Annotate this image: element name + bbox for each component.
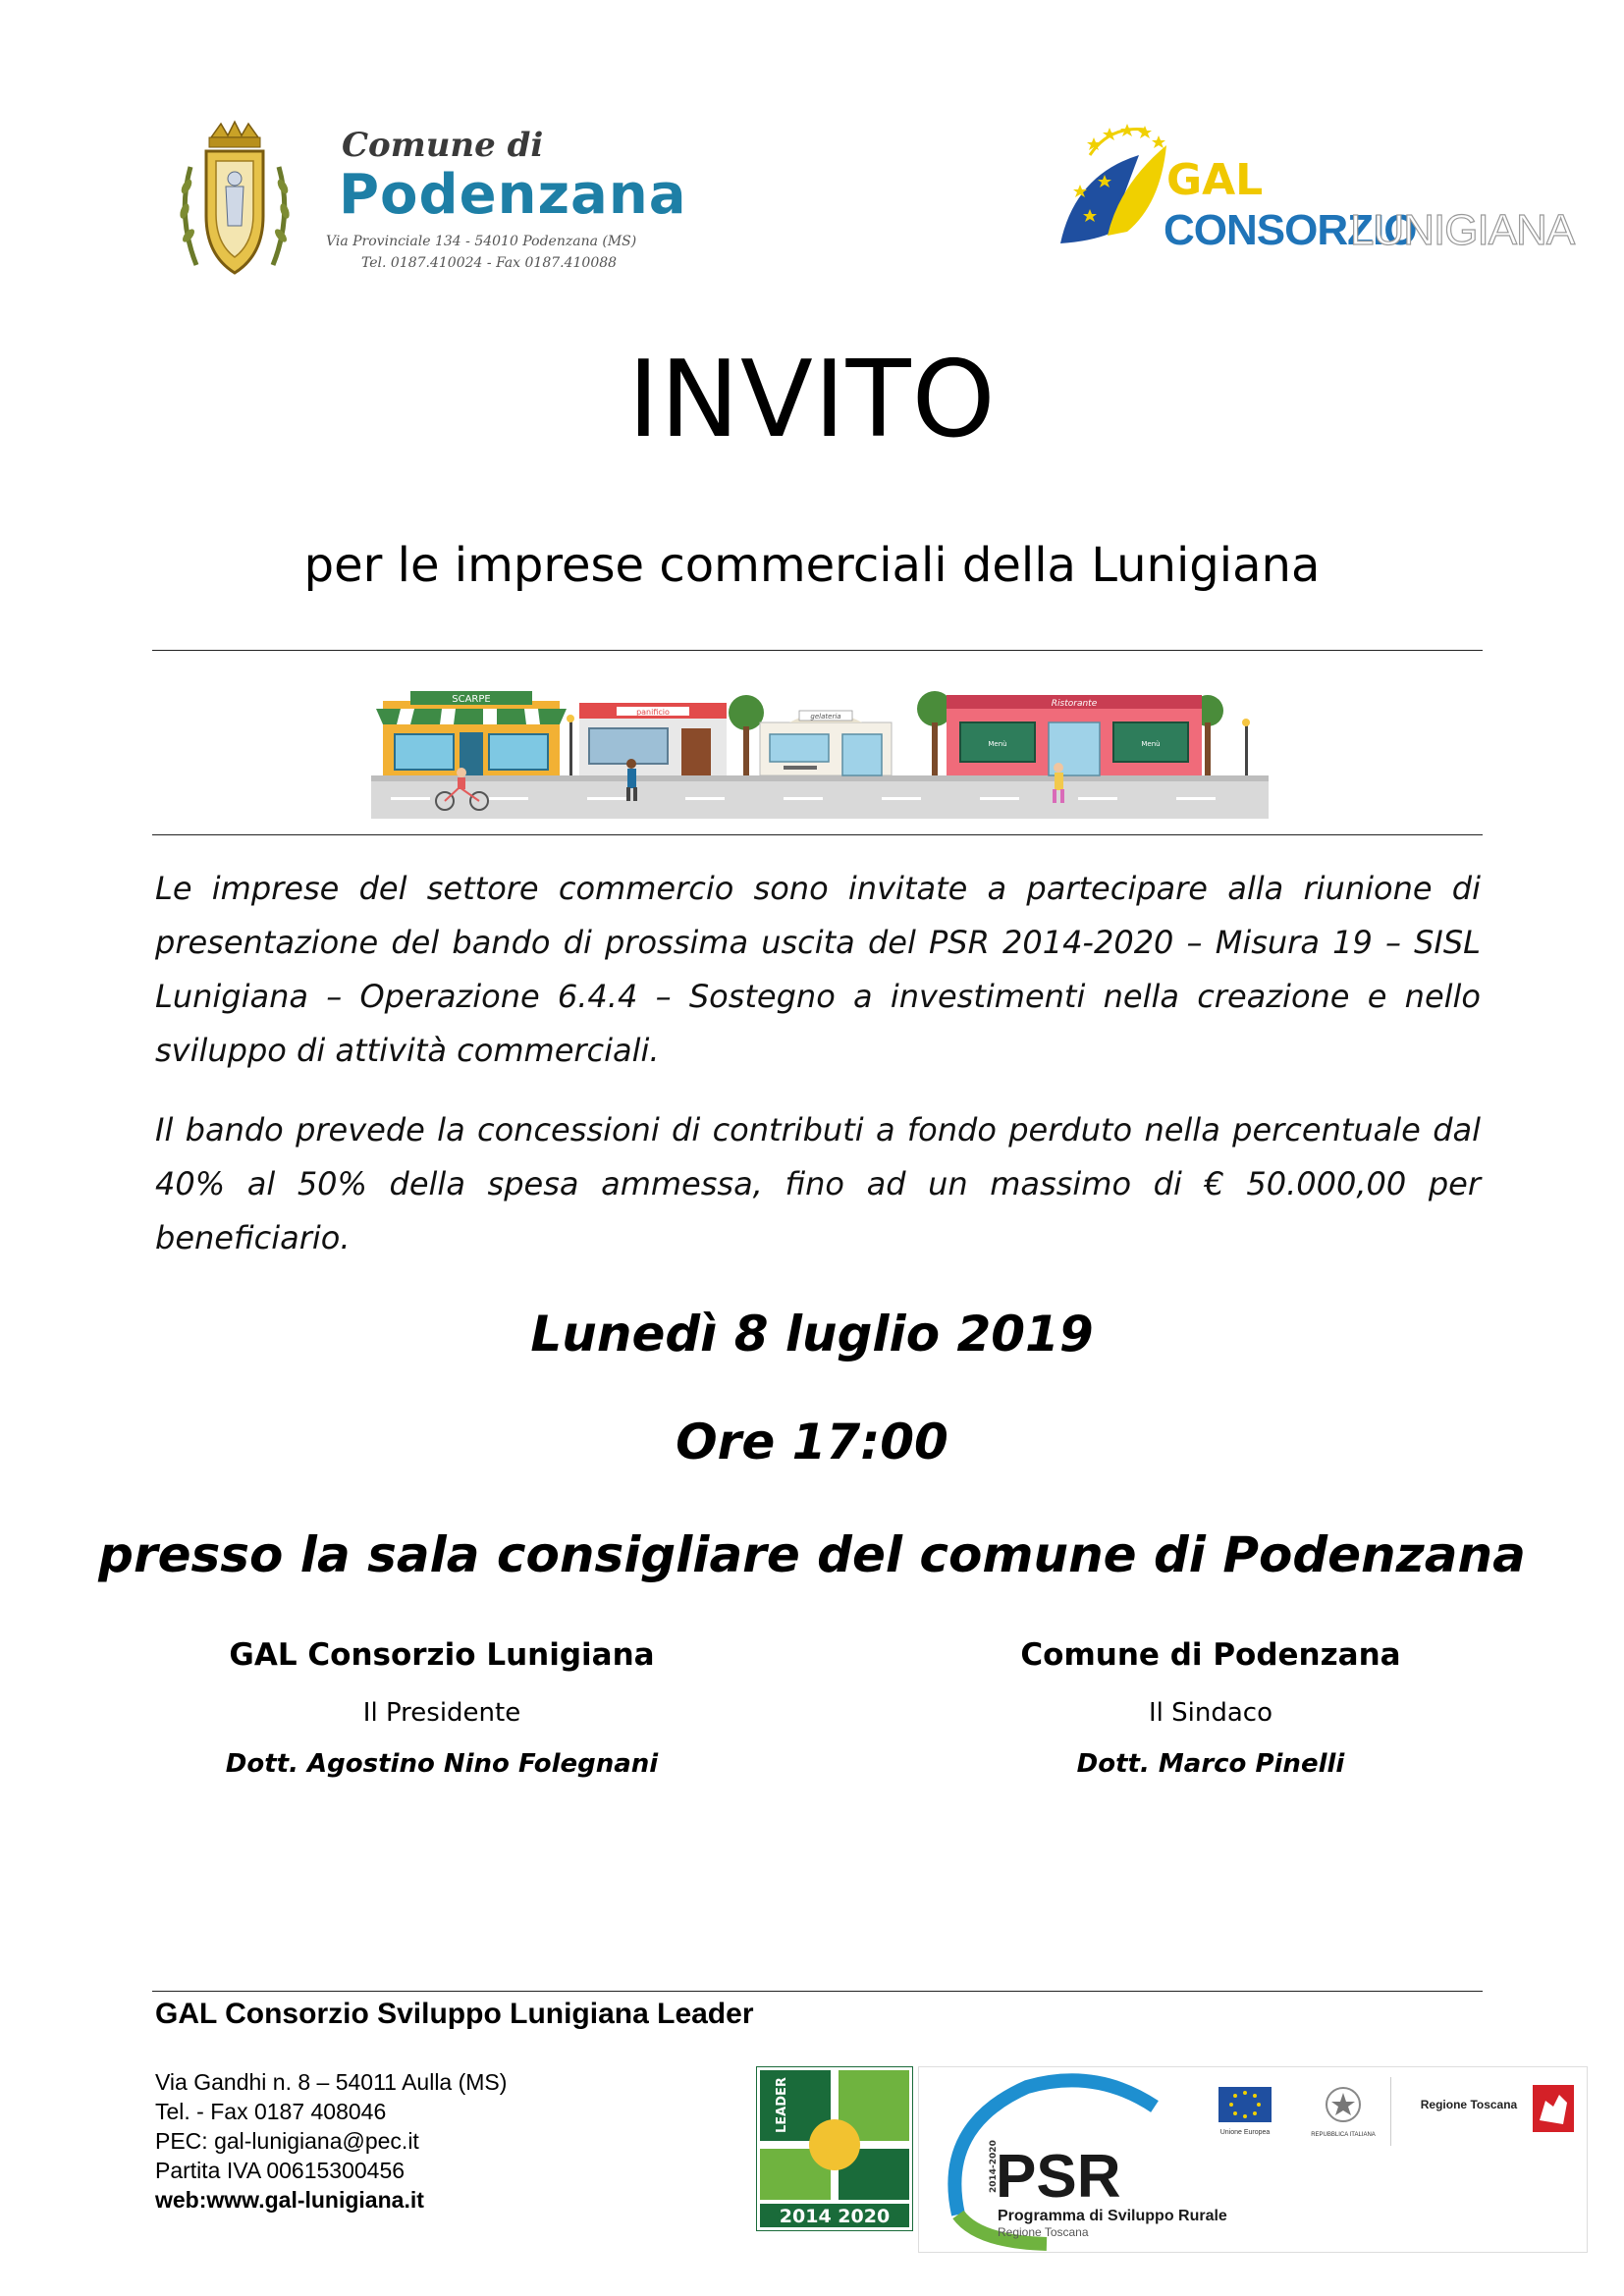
comune-di-label: Comune di [342, 126, 544, 165]
gal-consorzio-logo [1051, 116, 1575, 263]
psr-logos-box [918, 2066, 1588, 2253]
eu-label: Unione Europea [1219, 2129, 1271, 2136]
psr-full-name: Programma di Sviluppo Rurale [998, 2208, 1227, 2224]
signature-org: Comune di Podenzana [1020, 1637, 1401, 1673]
menu-board-left: Menù [988, 740, 1007, 748]
menu-board-right: Menù [1141, 740, 1161, 748]
toscana-label: Regione Toscana [1420, 2098, 1518, 2111]
lunigiana-label: LUNIGIANA [1350, 206, 1575, 254]
divider-top [152, 650, 1483, 651]
podenzana-phone: Tel. 0187.410024 - Fax 0187.410088 [361, 255, 618, 271]
signature-name: Dott. Marco Pinelli [1076, 1749, 1345, 1779]
podenzana-address: Via Provinciale 134 - 54010 Podenzana (MS) [326, 234, 637, 249]
comune-podenzana-logo [177, 118, 687, 285]
footer-phone: Tel. - Fax 0187 408046 [155, 2099, 387, 2124]
leader-years: 2014 2020 [779, 2206, 891, 2227]
psr-acronym: PSR [996, 2143, 1121, 2211]
psr-logo-icon [919, 2067, 1587, 2252]
footer-address: Via Gandhi n. 8 – 54011 Aulla (MS) [155, 2069, 508, 2095]
shop-sign-bakery: panificio [636, 708, 670, 717]
shop-sign-restaurant: Ristorante [1051, 699, 1098, 709]
footer-pec: PEC: gal-lunigiana@pec.it [155, 2128, 419, 2154]
signature-name: Dott. Agostino Nino Folegnani [225, 1749, 659, 1779]
footer-website[interactable]: web:www.gal-lunigiana.it [155, 2187, 424, 2213]
divider-footer [152, 1991, 1483, 1992]
page-title: INVITO [627, 339, 997, 461]
paragraph-bando: Il bando prevede la concessioni di contributi a fondo perduto nella percentuale dal 40% al 50% della spesa ammessa, fino ad un massimo di € 50.000,00 per beneficiario. [155, 1111, 1481, 1256]
divider-middle [152, 834, 1483, 835]
signature-org: GAL Consorzio Lunigiana [229, 1637, 655, 1673]
eu-flag-swoosh-icon [1051, 116, 1178, 253]
shop-sign-shoes: SCARPE [452, 694, 491, 705]
leader-logo-icon [756, 2066, 913, 2231]
signature-gal [98, 1637, 785, 1779]
signature-role: Il Sindaco [1148, 1698, 1272, 1728]
podenzana-crest-icon [177, 118, 293, 285]
event-date: Lunedì 8 luglio 2019 [530, 1306, 1094, 1362]
paragraph-intro: Le imprese del settore commercio sono invitate a partecipare alla riunione di presentazione del bando di prossima uscita del PSR 2014-2020 – Misura 19 – SISL Lunigiana – Operazione 6.4.4 – Sostegno a investimenti nella creazione e nello sviluppo di attività commerciali. [155, 870, 1481, 1069]
shop-sign-gelateria: gelateria [810, 713, 841, 721]
italy-label: REPUBBLICA ITALIANA [1311, 2132, 1376, 2138]
consorzio-label: CONSORZIO [1164, 206, 1417, 254]
signature-comune [867, 1637, 1554, 1779]
psr-region: Regione Toscana [998, 2225, 1089, 2239]
signature-role: Il Presidente [362, 1698, 521, 1728]
shops-street-illustration [371, 679, 1269, 819]
event-time: Ore 17:00 [676, 1414, 948, 1470]
psr-years: 2014-2020 [989, 2140, 999, 2193]
page-subtitle: per le imprese commerciali della Lunigiana [303, 538, 1321, 593]
gal-label: GAL [1166, 155, 1264, 205]
footer-vat: Partita IVA 00615300456 [155, 2158, 406, 2183]
leader-text: LEADER [775, 2077, 789, 2133]
footer-organization: GAL Consorzio Sviluppo Lunigiana Leader [155, 1998, 754, 2030]
event-location: presso la sala consigliare del comune di Podenzana [98, 1526, 1526, 1583]
podenzana-name: Podenzana [339, 163, 687, 227]
